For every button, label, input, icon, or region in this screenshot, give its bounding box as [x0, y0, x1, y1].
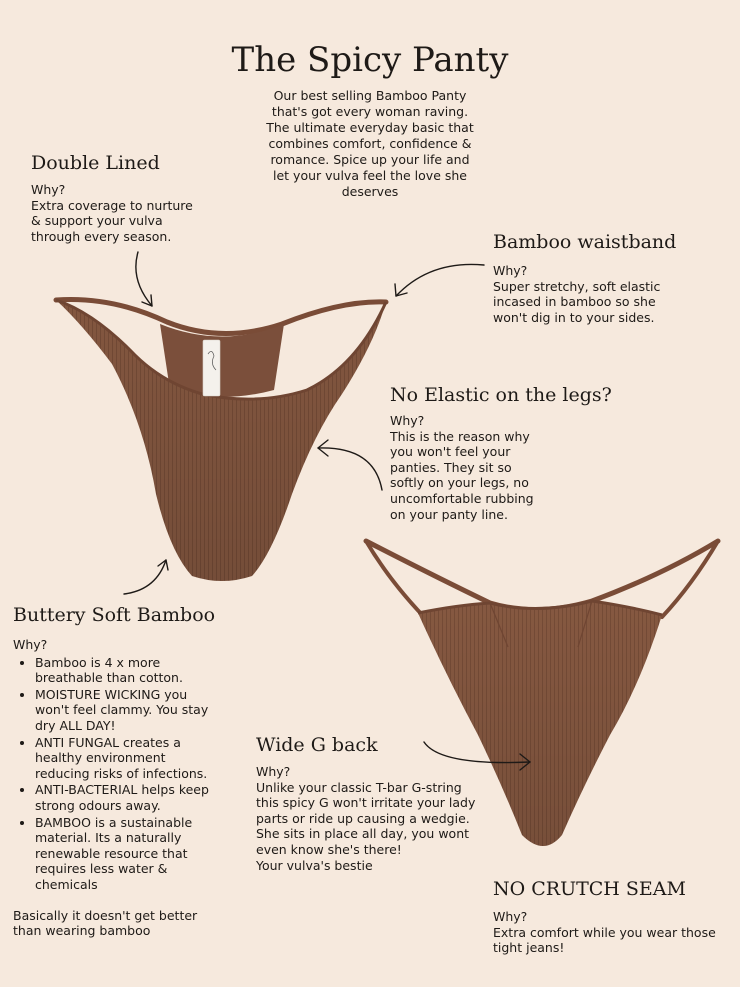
curved-arrow-icon	[390, 260, 486, 302]
feature-text: Extra comfort while you wear those tight jeans!	[493, 924, 716, 956]
feature-heading: No Elastic on the legs?	[390, 384, 612, 406]
feature-heading: Double Lined	[31, 152, 160, 174]
list-item: • ANTI-BACTERIAL helps keep strong odours away.	[35, 782, 213, 813]
feature-heading: Bamboo waistband	[493, 231, 677, 253]
feature-no-crutch-seam	[493, 877, 728, 956]
feature-why: Why?	[390, 413, 425, 428]
feature-why: Why?	[31, 182, 66, 197]
feature-why: Why?	[256, 764, 291, 779]
curved-arrow-icon	[314, 434, 386, 494]
feature-why: Why?	[13, 637, 48, 652]
feature-text: Unlike your classic T-bar G-string this spicy G won't irritate your lady parts or ride up causing a wedgie. She sits in place all day, you wont even know she's there!	[256, 779, 476, 857]
feature-footer: Basically it doesn't get better than wearing bamboo	[13, 907, 198, 939]
curved-arrow-icon	[120, 556, 172, 598]
list-item: • MOISTURE WICKING you won't feel clammy. You stay dry ALL DAY!	[35, 687, 213, 734]
feature-double-lined	[31, 151, 201, 244]
feature-bullet-list	[13, 655, 213, 893]
feature-heading: Buttery Soft Bamboo	[13, 604, 216, 626]
feature-why: Why?	[493, 263, 528, 278]
feature-heading: NO CRUTCH SEAM	[493, 878, 686, 900]
feature-bamboo-waistband	[493, 230, 693, 325]
list-item: • ANTI FUNGAL creates a healthy environment reducing risks of infections.	[35, 735, 213, 782]
feature-tagline: Your vulva's bestie	[256, 857, 373, 873]
curved-arrow-icon	[420, 738, 534, 778]
feature-buttery-soft	[13, 603, 216, 939]
list-item: • BAMBOO is a sustainable material. Its a naturally renewable resource that requires less water & chemicals	[35, 815, 213, 893]
curved-arrow-icon	[130, 250, 160, 312]
product-back-image	[362, 535, 722, 860]
feature-text: Extra coverage to nurture & support your vulva through every season.	[31, 197, 193, 244]
list-item: • Bamboo is 4 x more breathable than cotton.	[35, 655, 213, 686]
intro-text: Our best selling Bamboo Panty that's got every woman raving. The ultimate everyday basic that combines comfort, confidence & romance. Spice up your life and let your vulva feel the love she deserves	[266, 88, 474, 199]
feature-no-elastic	[390, 383, 612, 522]
page-title: The Spicy Panty	[231, 40, 509, 80]
feature-text: Super stretchy, soft elastic incased in bamboo so she won't dig in to your sides.	[493, 278, 661, 325]
feature-text: This is the reason why you won't feel your panties. They sit so softly on your legs, no uncomfortable rubbing on your panty line.	[390, 428, 534, 522]
feature-heading: Wide G back	[256, 734, 378, 756]
feature-why: Why?	[493, 909, 528, 924]
